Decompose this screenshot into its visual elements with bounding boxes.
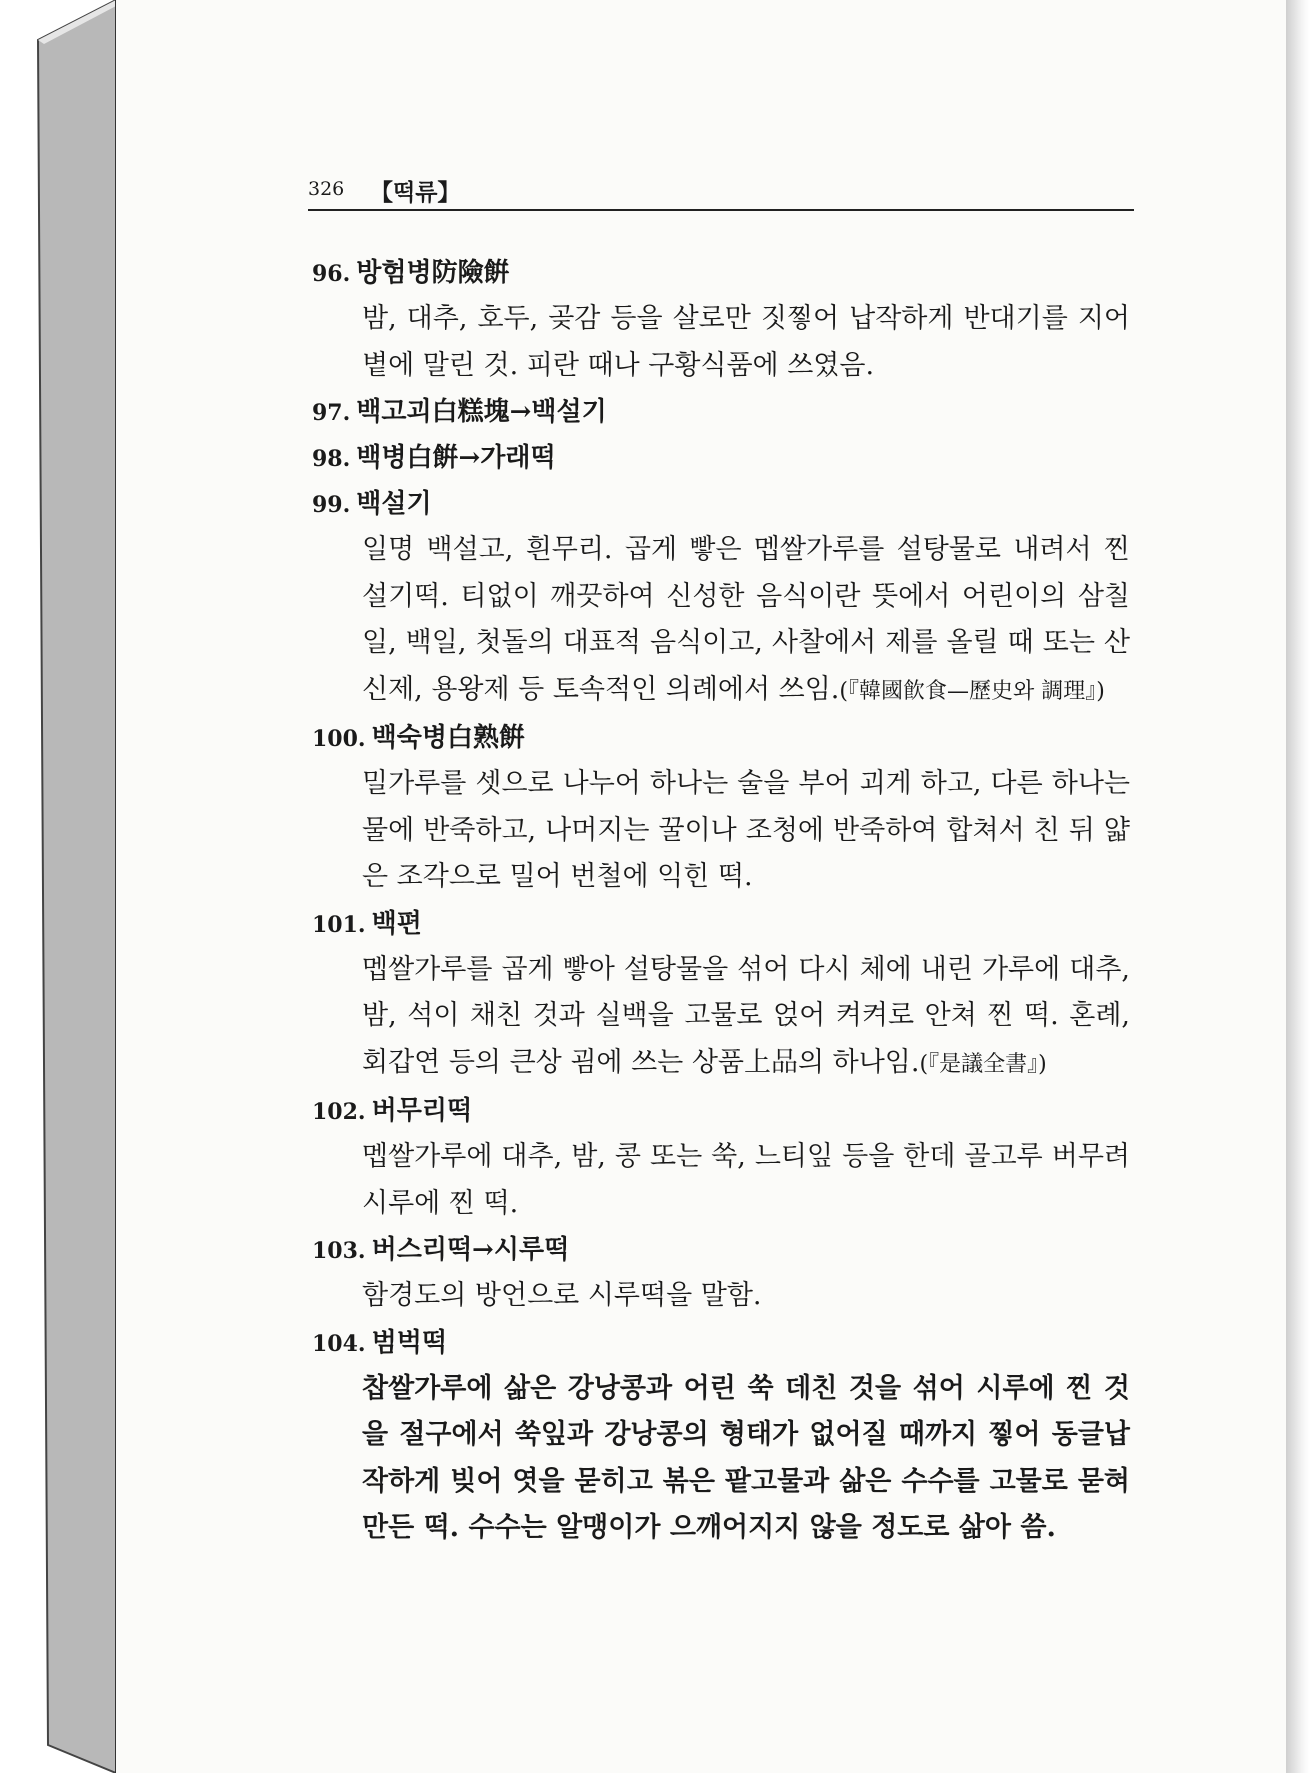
page-header [308,172,1134,212]
entry-102 [312,1088,1142,1227]
page-shadow [1286,0,1309,1773]
running-head: 【떡류】 [370,179,461,206]
header-rule [308,209,1134,211]
entry-description: 함경도의 방언으로 시루떡을 말함. [362,1280,762,1311]
entry-96 [312,250,1142,389]
entry-100 [312,715,1142,901]
entry-term [312,901,1142,947]
entry-103 [312,1227,1142,1320]
entry-title: 백설기 [356,489,432,519]
entry-description: 멥쌀가루에 대추, 밤, 콩 또는 쑥, 느티잎 등을 한데 골고루 버무려 시루에 찐 떡. [362,1141,1130,1219]
entry-list [312,250,1142,1552]
entry-title: 백숙병白熟餠 [371,723,525,753]
entry-number: 101. [312,911,366,938]
entry-term [312,481,1142,527]
entry-title: 백편 [371,908,422,939]
entry-number: 103. [312,1238,366,1264]
entry-number: 97. [312,400,351,426]
entry-title: 범벅떡 [371,1327,447,1358]
entry-citation: (『韓國飮食—歷史와 調理』) [839,678,1105,704]
entry-title: 버무리떡 [371,1096,473,1126]
entry-number: 100. [312,726,366,752]
entry-description [362,527,1130,715]
entry-description-text: 멥쌀가루를 곱게 빻아 설탕물을 섞어 다시 체에 내린 가루에 대추, 밤, 석이 채친 것과 실백을 고물로 얹어 켜켜로 안쳐 찐 떡. 혼례, 회갑연 등의 큰상 굄에 쓰는 상품上品의 하나임. [362,953,1130,1078]
entry-number: 99. [312,492,351,518]
entry-number: 102. [312,1099,366,1125]
entry-number: 104. [312,1330,366,1357]
entry-title: 버스리떡→시루떡 [371,1235,570,1265]
entry-description [362,947,1130,1089]
entry-title: 백고괴白糕塊→백설기 [356,397,607,427]
entry-description-text: 일명 백설고, 흰무리. 곱게 빻은 멥쌀가루를 설탕물로 내려서 찐 설기떡. 티없이 깨끗하여 신성한 음식이란 뜻에서 어린이의 삼칠일, 백일, 첫돌의 대표적 음식이고, 사찰에서 제를 올릴 때 또는 산신제, 용왕제 등 토속적인 의례에서 쓰임. [362,534,1130,705]
entry-104 [312,1320,1142,1552]
entry-description: 찹쌀가루에 삶은 강낭콩과 어린 쑥 데친 것을 섞어 시루에 찐 것을 절구에서 쑥잎과 강낭콩의 형태가 없어질 때까지 찧어 동글납작하게 빚어 엿을 묻히고 볶은 팥고물과 삶은 수수를 고물로 묻혀 만든 떡. 수수는 알맹이가 으깨어지지 않을 정도로 삶아 씀. [362,1372,1130,1543]
entry-number: 98. [312,446,351,472]
entry-number: 96. [312,261,351,287]
entry-description: 밀가루를 셋으로 나누어 하나는 술을 부어 괴게 하고, 다른 하나는 물에 반죽하고, 나머지는 꿀이나 조청에 반죽하여 합쳐서 친 뒤 얇은 조각으로 밀어 번철에 익힌 떡. [362,768,1130,892]
entry-term [312,1227,1142,1273]
entry-term [312,715,1142,761]
entry-description: 밤, 대추, 호두, 곶감 등을 살로만 짓찧어 납작하게 반대기를 지어 볕에 말린 것. 피란 때나 구황식품에 쓰였음. [362,303,1130,381]
entry-term [312,250,1142,296]
entry-term [312,1320,1142,1366]
entry-term [312,1088,1142,1134]
entry-citation: (『是議全書』) [919,1051,1047,1077]
entry-98 [312,435,1142,481]
page-number: 326 [308,178,345,200]
entry-term [312,389,1142,435]
entry-101 [312,901,1142,1089]
entry-title: 방험병防險餠 [356,258,510,288]
entry-97 [312,389,1142,435]
entry-term [312,435,1142,481]
entry-99 [312,481,1142,715]
entry-title: 백병白餠→가래떡 [356,443,556,473]
